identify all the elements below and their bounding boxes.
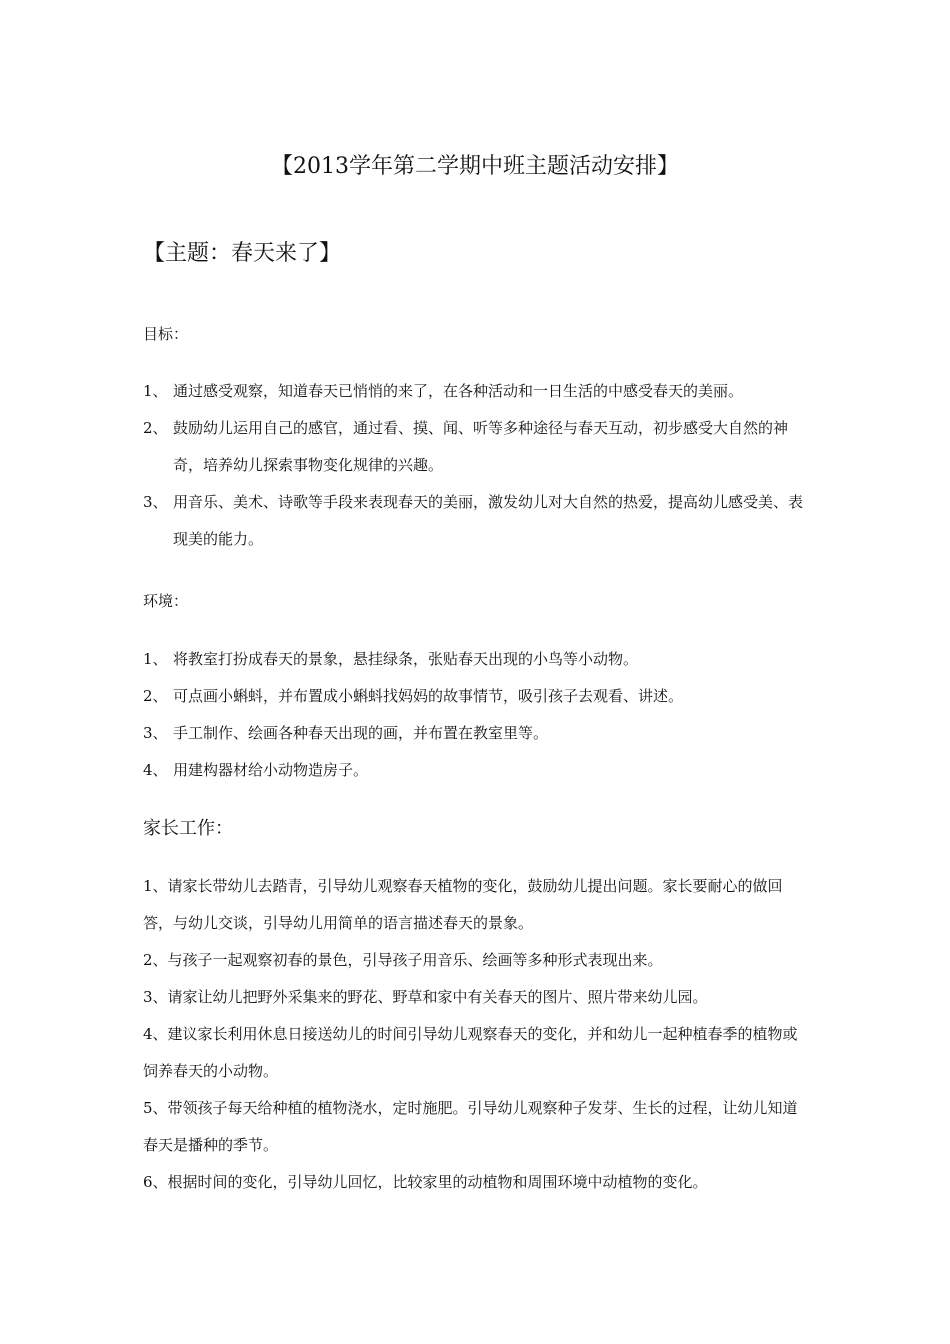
- environment-item: [143, 641, 811, 678]
- goals-section: [143, 322, 811, 346]
- environment-number: 3、: [143, 724, 168, 742]
- parents-item: [143, 1016, 811, 1090]
- goal-number: 1、: [143, 382, 168, 400]
- environment-text: 可点画小蝌蚪，并布置成小蝌蚪找妈妈的故事情节，吸引孩子去观看、讲述。: [173, 687, 684, 705]
- environment-list: [143, 641, 811, 789]
- parents-item: [143, 1090, 811, 1164]
- goal-number: 2、: [143, 419, 168, 437]
- environment-text: 手工制作、绘画各种春天出现的画，并布置在教室里等。: [173, 724, 549, 742]
- parents-text: 请家长带幼儿去踏青，引导幼儿观察春天植物的变化，鼓励幼儿提出问题。家长要耐心的做回答，与幼儿交谈，引导幼儿用简单的语言描述春天的景象。: [143, 877, 783, 932]
- environment-text: 用建构器材给小动物造房子。: [173, 761, 369, 779]
- environment-number: 4、: [143, 761, 168, 779]
- parents-number: 5、: [143, 1099, 168, 1117]
- goal-text: 通过感受观察，知道春天已悄悄的来了，在各种活动和一日生活的中感受春天的美丽。: [173, 382, 744, 400]
- parents-number: 1、: [143, 877, 168, 895]
- goals-list: [143, 373, 811, 558]
- goal-text: 用音乐、美术、诗歌等手段来表现春天的美丽，激发幼儿对大自然的热爱，提高幼儿感受美、表现美的能力。: [173, 493, 804, 548]
- environment-text: 将教室打扮成春天的景象，悬挂绿条，张贴春天出现的小鸟等小动物。: [173, 650, 639, 668]
- parents-list: [143, 868, 811, 1201]
- parents-number: 2、: [143, 951, 168, 969]
- parents-number: 6、: [143, 1173, 168, 1191]
- parents-item: [143, 942, 811, 979]
- goal-item: [143, 484, 811, 558]
- environment-number: 1、: [143, 650, 168, 668]
- parents-section: [143, 815, 811, 843]
- parents-text: 建议家长利用休息日接送幼儿的时间引导幼儿观察春天的变化，并和幼儿一起种植春季的植物或饲养春天的小动物。: [143, 1025, 798, 1080]
- environment-label: 环境：: [143, 592, 189, 610]
- parents-item: [143, 868, 811, 942]
- goals-label: 目标：: [143, 325, 189, 343]
- goal-number: 3、: [143, 493, 168, 511]
- parents-item: [143, 979, 811, 1016]
- goal-item: [143, 373, 811, 410]
- theme-title: 【主题：春天来了】: [143, 241, 342, 266]
- parents-number: 4、: [143, 1025, 168, 1043]
- parents-number: 3、: [143, 988, 168, 1006]
- page-title: 【2013学年第二学期中班主题活动安排】: [271, 154, 679, 179]
- environment-item: [143, 752, 811, 789]
- environment-item: [143, 678, 811, 715]
- environment-item: [143, 715, 811, 752]
- environment-section: [143, 589, 811, 613]
- parents-text: 根据时间的变化，引导幼儿回忆，比较家里的动植物和周围环境中动植物的变化。: [167, 1173, 708, 1191]
- environment-number: 2、: [143, 687, 168, 705]
- parents-text: 请家让幼儿把野外采集来的野花、野草和家中有关春天的图片、照片带来幼儿园。: [167, 988, 708, 1006]
- parents-label: 家长工作：: [143, 818, 233, 839]
- goal-item: [143, 410, 811, 484]
- parents-item: [143, 1164, 811, 1201]
- parents-text: 带领孩子每天给种植的植物浇水，定时施肥。引导幼儿观察种子发芽、生长的过程，让幼儿知道春天是播种的季节。: [143, 1099, 798, 1154]
- goal-text: 鼓励幼儿运用自己的感官，通过看、摸、闻、听等多种途径与春天互动，初步感受大自然的神奇，培养幼儿探索事物变化规律的兴趣。: [173, 419, 789, 474]
- parents-text: 与孩子一起观察初春的景色，引导孩子用音乐、绘画等多种形式表现出来。: [167, 951, 663, 969]
